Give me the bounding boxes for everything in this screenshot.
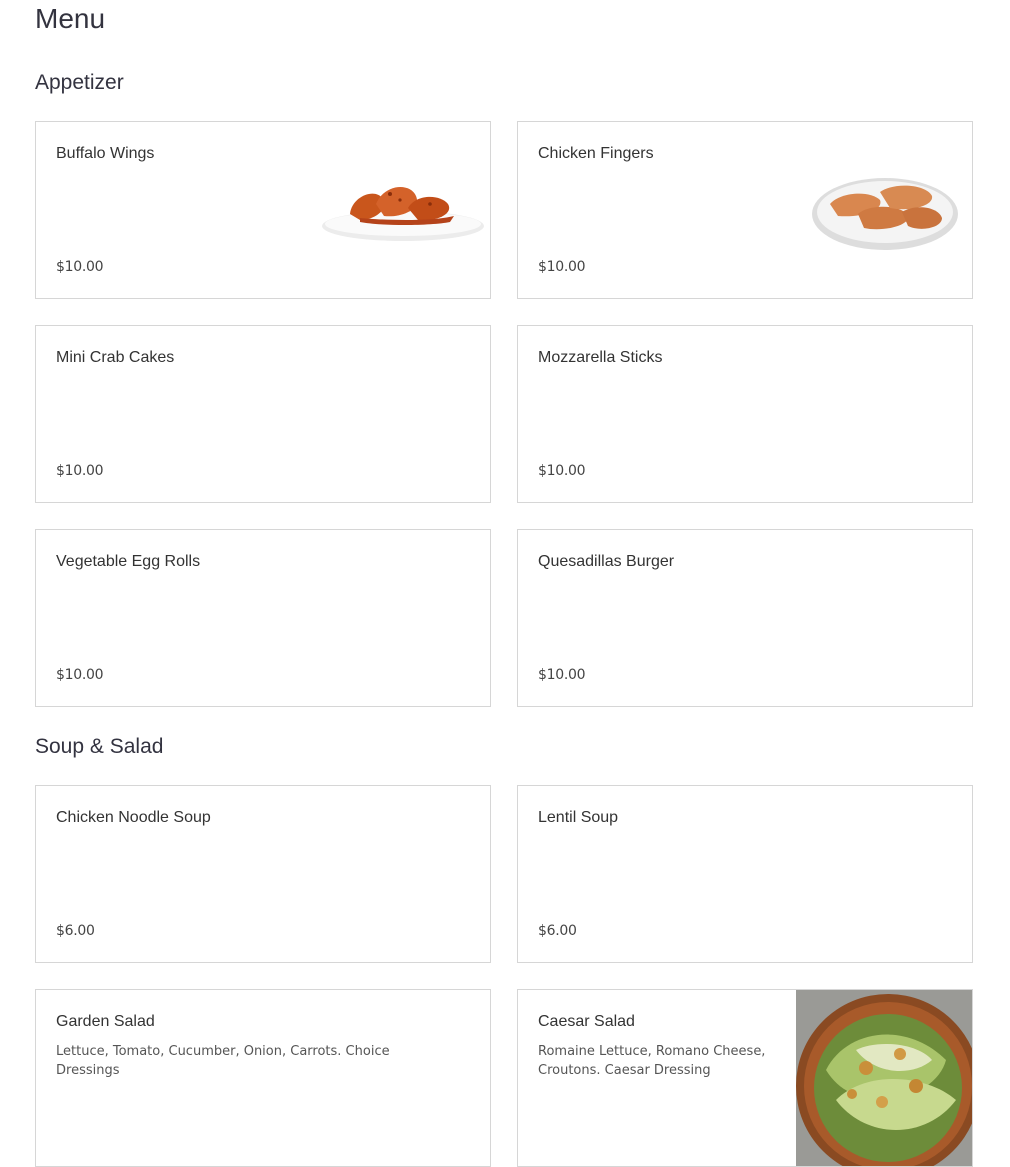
menu-item-price: $10.00 <box>538 667 586 683</box>
menu-item-price: $6.00 <box>56 923 95 939</box>
menu-item-price: $10.00 <box>56 259 104 275</box>
menu-item-name: Buffalo Wings <box>56 145 155 162</box>
menu-item-name: Mozzarella Sticks <box>538 349 663 366</box>
menu-item-name: Chicken Noodle Soup <box>56 809 211 826</box>
menu-item-mozzarella-sticks[interactable] <box>517 325 973 503</box>
menu-item-name: Chicken Fingers <box>538 145 654 162</box>
menu-item-caesar-salad[interactable] <box>517 989 973 1167</box>
section-title-soup-salad: Soup & Salad <box>35 735 164 758</box>
chicken-fingers-image <box>810 174 960 254</box>
menu-item-name: Vegetable Egg Rolls <box>56 553 201 570</box>
menu-item-name: Quesadillas Burger <box>538 553 675 570</box>
menu-item-price: $10.00 <box>56 667 104 683</box>
menu-item-garden-salad[interactable] <box>35 989 491 1167</box>
menu-item-price: $10.00 <box>56 463 104 479</box>
menu-item-name: Garden Salad <box>56 1013 155 1030</box>
menu-item-buffalo-wings[interactable] <box>35 121 491 299</box>
menu-item-description: Lettuce, Tomato, Cucumber, Onion, Carrots. Choice Dressings <box>56 1044 390 1078</box>
menu-item-lentil-soup[interactable] <box>517 785 973 963</box>
menu-item-name: Caesar Salad <box>538 1013 635 1030</box>
section-title-appetizer: Appetizer <box>35 71 124 94</box>
page-title: Menu <box>35 3 106 34</box>
menu-item-chicken-fingers[interactable] <box>517 121 973 299</box>
menu-item-price: $6.00 <box>538 923 577 939</box>
buffalo-wings-image <box>320 174 486 246</box>
menu-item-vegetable-egg-rolls[interactable] <box>35 529 491 707</box>
menu-item-price: $10.00 <box>538 259 586 275</box>
menu-item-price: $10.00 <box>538 463 586 479</box>
menu-item-quesadillas-burger[interactable] <box>517 529 973 707</box>
menu-item-name: Mini Crab Cakes <box>56 349 175 366</box>
menu-item-mini-crab-cakes[interactable] <box>35 325 491 503</box>
menu-item-name: Lentil Soup <box>538 809 619 826</box>
menu-item-chicken-noodle-soup[interactable] <box>35 785 491 963</box>
menu-item-description: Romaine Lettuce, Romano Cheese, Croutons. Caesar Dressing <box>538 1044 766 1078</box>
caesar-salad-image <box>796 990 973 1167</box>
